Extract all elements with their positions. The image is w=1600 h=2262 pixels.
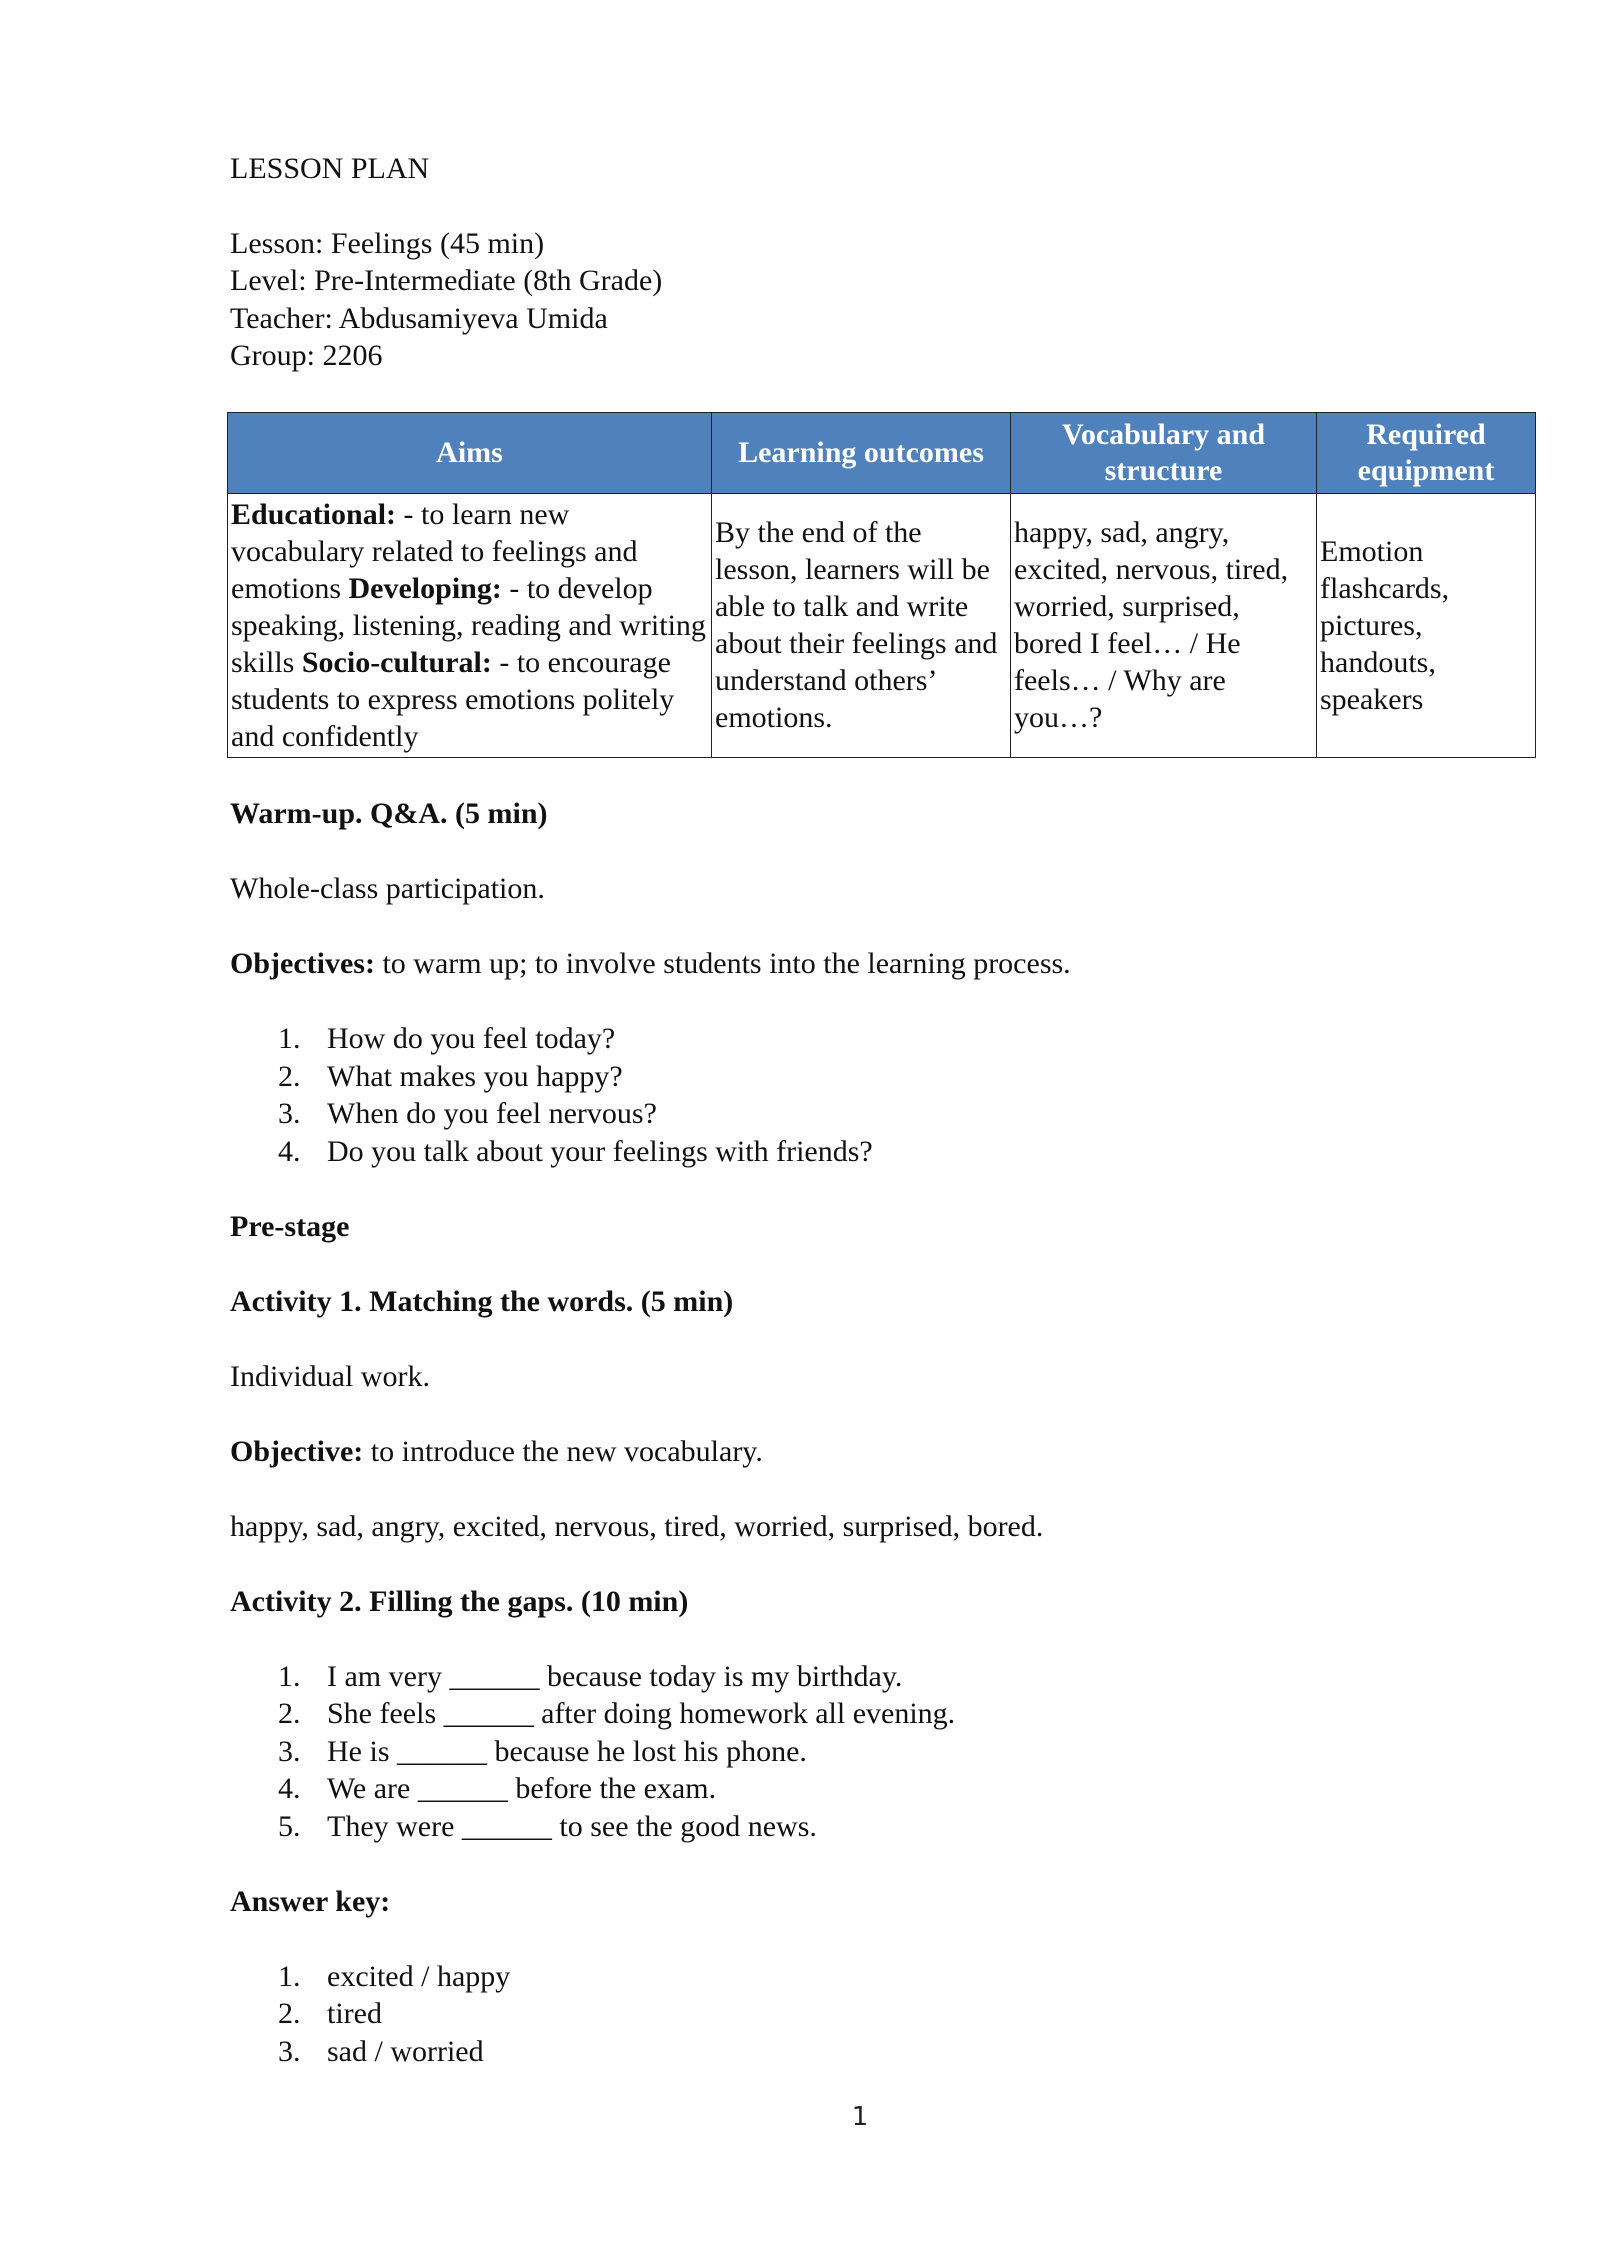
header-aims: Aims xyxy=(228,412,712,493)
prestage-heading: Pre-stage xyxy=(230,1209,350,1243)
document-page xyxy=(230,150,1505,2070)
warmup-objectives xyxy=(230,945,1505,983)
list-item: 2. She feels ______ after doing homework all evening. xyxy=(278,1697,956,1730)
header-vocabulary: Vocabulary and structure xyxy=(1011,412,1317,493)
level-line: Level: Pre-Intermediate (8th Grade) xyxy=(230,264,663,297)
activity2-items xyxy=(230,1658,1505,1846)
group-line: Group: 2206 xyxy=(230,339,383,372)
answer-key-heading: Answer key: xyxy=(230,1884,391,1918)
list-item: 3. He is ______ because he lost his phone. xyxy=(278,1734,807,1768)
cell-aims xyxy=(228,493,712,757)
activity1-heading: Activity 1. Matching the words. (5 min) xyxy=(230,1284,734,1318)
list-item: 5. They were ______ to see the good news. xyxy=(278,1809,817,1843)
table-header-row xyxy=(228,412,1536,493)
activity1-mode: Individual work. xyxy=(230,1359,430,1393)
aim-developing-text: - to develop speaking, listening, reading and writing skills xyxy=(231,571,706,679)
page-number: 1 xyxy=(851,2102,869,2132)
header-equipment: Required equipment xyxy=(1317,412,1536,493)
warmup-heading: Warm-up. Q&A. (5 min) xyxy=(230,797,548,830)
warmup-questions xyxy=(230,1020,1505,1170)
aim-educational-label: Educational: xyxy=(231,497,397,531)
objectives-text: to warm up; to involve students into the learning process. xyxy=(374,947,1071,980)
list-item: 1. How do you feel today? xyxy=(278,1022,616,1055)
list-item: 3. When do you feel nervous? xyxy=(278,1097,657,1130)
cell-outcomes: By the end of the lesson, learners will be able to talk and write about their feelings and understand others’ emotions. xyxy=(712,493,1011,757)
objective-text: to introduce the new vocabulary. xyxy=(363,1434,763,1468)
list-item: 4. Do you talk about your feelings with friends? xyxy=(278,1134,873,1168)
lesson-plan-table xyxy=(227,412,1536,758)
cell-equipment: Emotion flashcards, pictures, handouts, speakers xyxy=(1317,493,1536,757)
aim-sociocultural-label: Socio-cultural: xyxy=(301,645,492,679)
list-item: 3. sad / worried xyxy=(278,2034,484,2068)
list-item: 2. What makes you happy? xyxy=(278,1059,623,1093)
activity2-heading: Activity 2. Filling the gaps. (10 min) xyxy=(230,1584,689,1618)
document-title: LESSON PLAN xyxy=(230,152,430,185)
aim-developing-label: Developing: xyxy=(348,571,502,605)
teacher-line: Teacher: Abdusamiyeva Umida xyxy=(230,301,608,335)
lesson-header xyxy=(230,150,1505,375)
cell-vocabulary: happy, sad, angry, excited, nervous, tired, worried, surprised, bored I feel… / He feels… / Why are you…? xyxy=(1011,493,1317,757)
table-row xyxy=(228,493,1536,757)
warmup-mode: Whole-class participation. xyxy=(230,872,545,905)
activity1-words: happy, sad, angry, excited, nervous, tired, worried, surprised, bored. xyxy=(230,1509,1044,1543)
list-item: 4. We are ______ before the exam. xyxy=(278,1772,717,1805)
list-item: 1. I am very ______ because today is my birthday. xyxy=(278,1659,903,1693)
objectives-label: Objectives: xyxy=(230,947,375,980)
aim-sociocultural-text: - to encourage students to express emotions politely and confidently xyxy=(231,645,675,753)
header-learning-outcomes: Learning outcomes xyxy=(712,412,1011,493)
list-item: 1. excited / happy xyxy=(278,1959,511,1993)
objective-label: Objective: xyxy=(230,1434,364,1468)
activity1-objective xyxy=(230,1433,1505,1471)
lesson-line: Lesson: Feelings (45 min) xyxy=(230,226,545,260)
answer-key-items xyxy=(230,1958,1505,2071)
aim-educational-text: - to learn new vocabulary related to feelings and emotions xyxy=(231,497,638,605)
list-item: 2. tired xyxy=(278,1997,382,2030)
